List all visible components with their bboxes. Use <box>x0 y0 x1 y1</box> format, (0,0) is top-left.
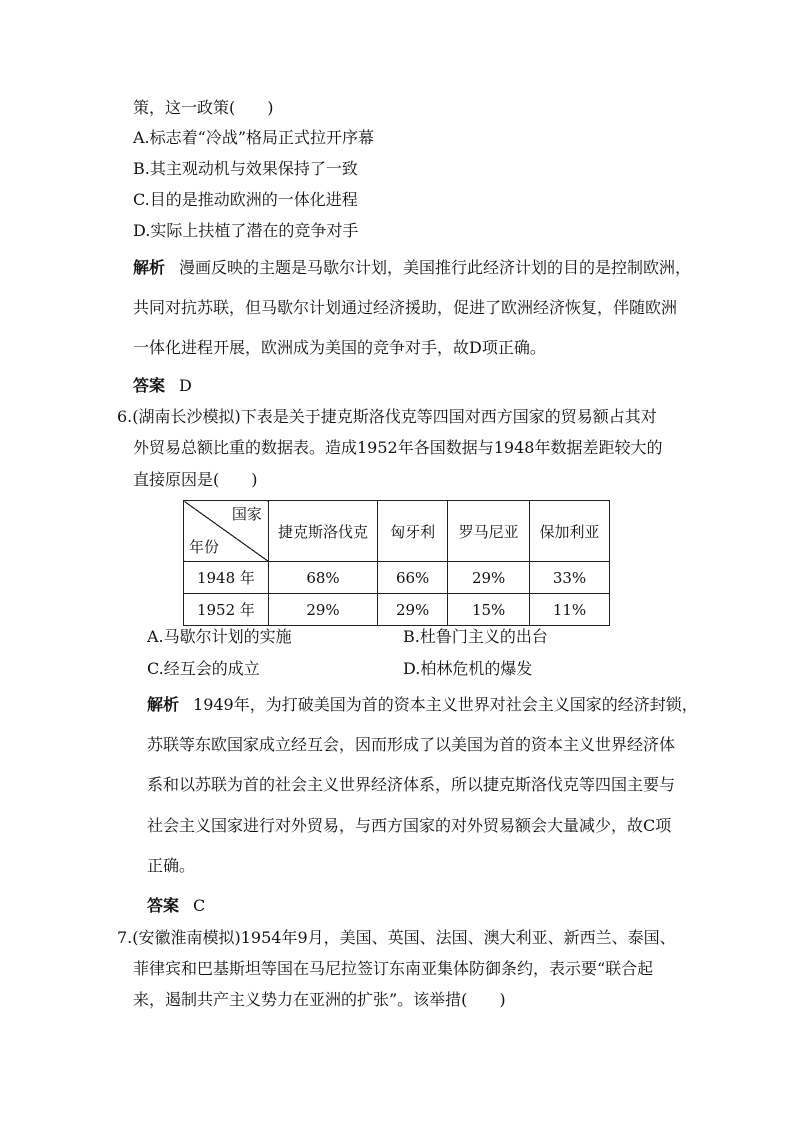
table-cell: 15% <box>448 594 530 626</box>
q7-stem-line-3: 来，遏制共产主义势力在亚洲的扩张”。该举措( ) <box>133 990 506 1009</box>
q6-answer <box>147 896 205 916</box>
q6-analysis-line-5: 正确。 <box>147 856 196 875</box>
table-cell: 29% <box>268 594 377 626</box>
table-cell: 29% <box>378 594 448 626</box>
q6-answer-value: C <box>193 896 206 915</box>
table-row <box>184 562 610 594</box>
table-header-row <box>184 501 610 562</box>
q6-stem-line-2: 外贸易总额比重的数据表。造成1952年各国数据与1948年数据差距较大的 <box>133 438 663 457</box>
q5-answer-value: D <box>179 376 192 395</box>
table-cell: 11% <box>530 594 610 626</box>
table-corner-cell <box>184 501 269 562</box>
row-year: 1952 年 <box>184 594 269 626</box>
q6-option-a: A.马歇尔计划的实施 <box>147 627 292 646</box>
q5-analysis-line-3: 一体化进程开展，欧洲成为美国的竞争对手，故D项正确。 <box>133 338 546 357</box>
q5-analysis-line-1 <box>133 258 691 278</box>
corner-label-country: 国家 <box>231 505 262 523</box>
trade-data-table <box>183 500 610 626</box>
q6-analysis-line-3: 系和以苏联为首的社会主义世界经济体系，所以捷克斯洛伐克等四国主要与 <box>147 775 676 794</box>
q6-stem-line-1: 6.(湖南长沙模拟)下表是关于捷克斯洛伐克等四国对西方国家的贸易额占其对 <box>117 407 657 426</box>
q6-option-b: B.杜鲁门主义的出台 <box>403 627 548 646</box>
q5-option-c: C.目的是推动欧洲的一体化进程 <box>133 190 358 209</box>
table-cell: 66% <box>378 562 448 594</box>
q6-answer-label: 答案 <box>147 896 180 915</box>
column-header-hungary: 匈牙利 <box>378 501 448 562</box>
q5-analysis-line-2: 共同对抗苏联，但马歇尔计划通过经济援助，促进了欧洲经济恢复，伴随欧洲 <box>133 298 678 317</box>
row-year: 1948 年 <box>184 562 269 594</box>
q6-analysis-label: 解析 <box>147 695 180 714</box>
q6-option-d: D.柏林危机的爆发 <box>403 659 533 678</box>
q6-analysis-line-4: 社会主义国家进行对外贸易，与西方国家的对外贸易额会大量减少，故C项 <box>147 816 672 835</box>
q5-analysis-label: 解析 <box>133 258 166 277</box>
q5-analysis-text-1: 漫画反映的主题是马歇尔计划，美国推行此经济计划的目的是控制欧洲， <box>179 258 692 277</box>
q6-analysis-line-1 <box>147 695 698 715</box>
q5-answer <box>133 376 192 396</box>
q5-option-d: D.实际上扶植了潜在的竞争对手 <box>133 221 359 240</box>
q6-option-c: C.经互会的成立 <box>147 659 260 678</box>
q5-option-a: A.标志着“冷战”格局正式拉开序幕 <box>133 128 375 147</box>
table-cell: 68% <box>268 562 377 594</box>
q5-stem-end: 策，这一政策( ) <box>133 98 274 117</box>
column-header-bulgaria: 保加利亚 <box>530 501 610 562</box>
table-row <box>184 594 610 626</box>
table-cell: 33% <box>530 562 610 594</box>
q6-stem-line-3: 直接原因是( ) <box>133 470 258 489</box>
q7-stem-line-1: 7.(安徽淮南模拟)1954年9月，美国、英国、法国、澳大利亚、新西兰、泰国、 <box>117 928 676 947</box>
column-header-czechoslovakia: 捷克斯洛伐克 <box>268 501 377 562</box>
q6-analysis-line-2: 苏联等东欧国家成立经互会，因而形成了以美国为首的资本主义世界经济体 <box>147 735 676 754</box>
table-cell: 29% <box>448 562 530 594</box>
corner-label-year: 年份 <box>189 538 220 556</box>
q6-analysis-text-1: 1949年，为打破美国为首的资本主义世界对社会主义国家的经济封锁， <box>193 695 698 714</box>
q7-stem-line-2: 菲律宾和巴基斯坦等国在马尼拉签订东南亚集体防御条约，表示要“联合起 <box>133 959 654 978</box>
q5-option-b: B.其主观动机与效果保持了一致 <box>133 159 358 178</box>
q5-answer-label: 答案 <box>133 376 166 395</box>
column-header-romania: 罗马尼亚 <box>448 501 530 562</box>
